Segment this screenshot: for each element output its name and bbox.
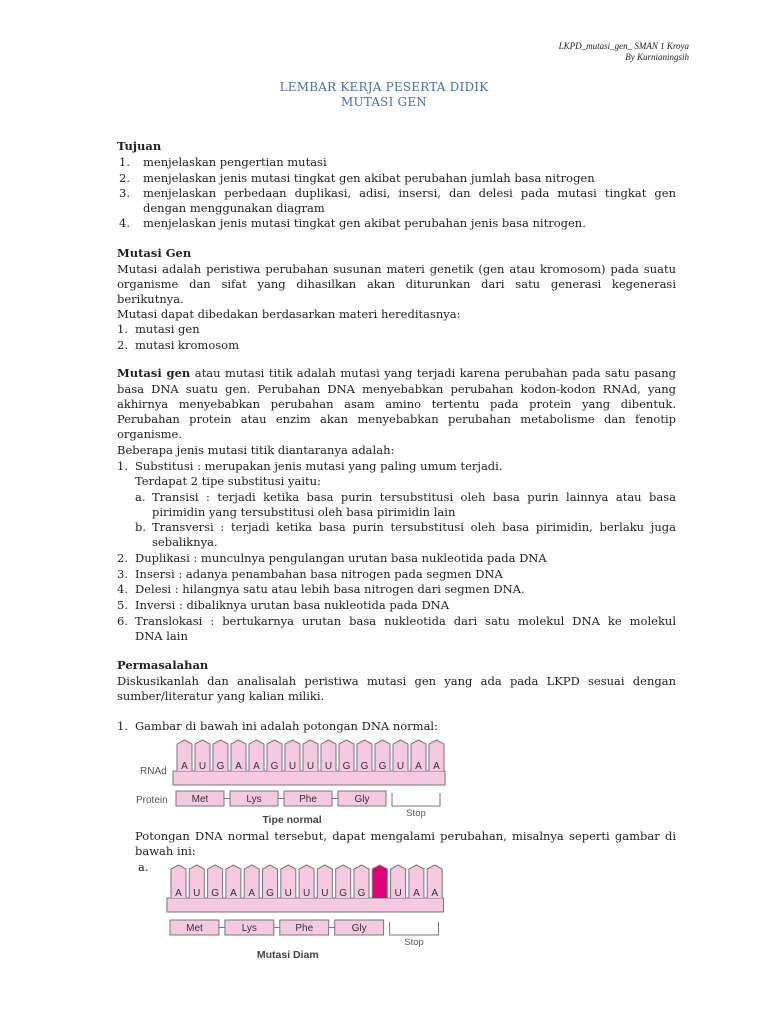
tujuan-text-2: menjelaskan jenis mutasi tingkat gen akibat perubahan jumlah basa nitrogen — [143, 171, 595, 185]
permasalahan-line-2: sumber/literatur yang kalian miliki. — [117, 689, 325, 703]
tujuan-text-3-cont: dengan menggunakan diagram — [143, 201, 325, 215]
titik-item-2: Duplikasi : munculnya pengulangan urutan basa nukleotida pada DNA — [135, 551, 547, 565]
base-label: U — [302, 888, 311, 899]
base-label: A — [181, 761, 188, 772]
base-label: A — [431, 888, 439, 899]
amino-acid-label: Met — [191, 794, 209, 805]
base-label: U — [198, 761, 207, 772]
mutasi-type-num-2: 2. — [117, 338, 128, 352]
stop-bracket — [390, 922, 439, 935]
amino-acid-label: Gly — [354, 794, 370, 805]
after-figure-line-1: Potongan DNA normal tersebut, dapat mengalami perubahan, misalnya seperti gambar di — [135, 829, 676, 843]
mutasi-type-num-1: 1. — [117, 322, 128, 336]
base-label: G — [270, 761, 279, 772]
base-label: U — [394, 888, 402, 899]
titik-para-line-4: Perubahan protein atau enzim akan menyebabkan perubahan metabolisme dan fenotip — [117, 412, 676, 426]
base-label: U — [284, 888, 292, 899]
amino-acid-label: Phe — [299, 794, 317, 805]
titik-num-2: 2. — [117, 551, 128, 565]
base-label: A — [413, 888, 420, 899]
titik-num-4: 4. — [117, 582, 128, 596]
titik-line-1-rest: atau mutasi titik adalah mutasi yang terjadi karena perubahan pada satu pasang — [190, 366, 677, 380]
base-label: G — [211, 888, 219, 899]
tujuan-text-1: menjelaskan pengertian mutasi — [143, 155, 327, 169]
amino-acid-label: Phe — [295, 923, 314, 934]
rna-backbone — [167, 898, 444, 912]
base-label: G — [266, 888, 274, 899]
section-heading-mutasi-gen: Mutasi Gen — [117, 246, 192, 260]
titik-para-line-5: organisme. — [117, 427, 182, 441]
base-label: U — [288, 761, 297, 772]
base-label: U — [306, 761, 315, 772]
titik-item-b-cont: sebaliknya. — [152, 535, 218, 549]
amino-acid-label: Lys — [241, 923, 257, 934]
amino-acid-label: Gly — [351, 923, 367, 934]
titik-item-6: Translokasi : bertukarnya urutan basa nukleotida dari satu molekul DNA ke molekul — [135, 614, 676, 628]
base-label: A — [433, 761, 440, 772]
normal-rna-diagram — [134, 735, 454, 827]
titik-intro: Beberapa jenis mutasi titik diantaranya adalah: — [117, 443, 395, 457]
tujuan-num-2: 2. — [119, 171, 130, 185]
question-1-num: 1. — [117, 719, 128, 733]
amino-acid-label: Met — [186, 923, 203, 934]
base-label: U — [324, 761, 333, 772]
titik-num-1: 1. — [117, 459, 128, 473]
mutasi-para-line-2: organisme dan sifat yang dihasilkan akan diturunkan dari satu generasi kegenerasi — [117, 277, 676, 291]
title-line-1: LEMBAR KERJA PESERTA DIDIK — [279, 80, 489, 94]
base-label: A — [248, 888, 256, 899]
sub-item-a: a. — [138, 860, 149, 874]
stop-bracket — [392, 793, 440, 806]
tujuan-text-3: menjelaskan perbedaan duplikasi, adisi, insersi, dan delesi pada mutasi tingkat gen — [143, 186, 676, 200]
titik-num-b: b. — [135, 520, 147, 534]
titik-num-3: 3. — [117, 567, 128, 581]
tujuan-num-1: 1. — [119, 155, 130, 169]
section-heading-tujuan: Tujuan — [117, 139, 162, 153]
rna-backbone — [173, 771, 445, 785]
base-label: G — [216, 761, 225, 772]
titik-item-4: Delesi : hilangnya satu atau lebih basa nitrogen dari segmen DNA. — [135, 582, 525, 596]
question-1-text: Gambar di bawah ini adalah potongan DNA normal: — [135, 719, 438, 733]
mutated-rna-diagram — [160, 858, 450, 961]
titik-num-5: 5. — [117, 598, 128, 612]
base-label: G — [342, 761, 351, 772]
titik-item-6-cont: DNA lain — [135, 629, 188, 643]
tujuan-num-4: 4. — [119, 216, 130, 230]
rnad-label: RNAd — [140, 766, 167, 777]
base-label: G — [339, 888, 348, 899]
mutasi-type-1: mutasi gen — [135, 322, 200, 336]
titik-item-1-sub: Terdapat 2 tipe substitusi yaitu: — [135, 474, 321, 488]
titik-item-5: Inversi : dibaliknya urutan basa nukleotida pada DNA — [135, 598, 450, 612]
title-line-2: MUTASI GEN — [340, 95, 428, 109]
base-label: G — [360, 761, 369, 772]
amino-acid-label: Lys — [246, 794, 262, 805]
page-title — [0, 80, 768, 110]
after-figure-line-2: bawah ini: — [135, 844, 196, 858]
titik-para-line-1 — [117, 366, 676, 382]
mutasi-intro: Mutasi dapat dibedakan berdasarkan materi hereditasnya: — [117, 307, 461, 321]
base-label: A — [175, 888, 182, 899]
titik-item-1: Substitusi : merupakan jenis mutasi yang paling umum terjadi. — [135, 459, 503, 473]
base-label: U — [321, 888, 329, 899]
section-heading-permasalahan: Permasalahan — [117, 658, 209, 672]
header-filename: LKPD_mutasi_gen_ SMAN 1 Kroya — [558, 41, 689, 51]
diagram-caption: Tipe normal — [262, 814, 322, 826]
base-label: U — [396, 761, 405, 772]
diagram-caption: Mutasi Diam — [256, 949, 319, 961]
base-label: A — [415, 761, 422, 772]
mutated-base — [372, 865, 387, 898]
titik-bold-lead: Mutasi gen — [117, 366, 191, 380]
stop-label: Stop — [404, 937, 424, 948]
base-label: A — [230, 888, 237, 899]
mutasi-para-line-1: Mutasi adalah peristiwa perubahan susunan materi genetik (gen atau kromosom) pada suatu — [117, 262, 676, 276]
tujuan-num-3: 3. — [119, 186, 130, 200]
permasalahan-line-1: Diskusikanlah dan analisalah peristiwa mutasi gen yang ada pada LKPD sesuai dengan — [117, 674, 676, 688]
mutasi-para-line-3: berikutnya. — [117, 292, 184, 306]
titik-item-a: Transisi : terjadi ketika basa purin tersubstitusi oleh basa purin lainnya atau basa — [152, 490, 676, 504]
titik-item-a-cont: pirimidin yang tersubstitusi oleh basa pirimidin lain — [152, 505, 456, 519]
base-label: U — [193, 888, 201, 899]
base-label: A — [235, 761, 242, 772]
header-author: By Kurnianingsih — [625, 52, 689, 62]
titik-para-line-2: basa DNA suatu gen. Perubahan DNA menyebabkan perubahan kodon-kodon RNAd, yang — [117, 382, 676, 396]
document-header — [559, 41, 689, 63]
base-label: A — [253, 761, 260, 772]
titik-num-6: 6. — [117, 614, 128, 628]
protein-label: Protein — [136, 795, 168, 806]
base-label: G — [378, 761, 387, 772]
mutasi-type-2: mutasi kromosom — [135, 338, 239, 352]
titik-item-b: Transversi : terjadi ketika basa purin tersubstitusi oleh basa pirimidin, berlaku juga — [152, 520, 676, 534]
tujuan-text-4: menjelaskan jenis mutasi tingkat gen akibat perubahan jenis basa nitrogen. — [143, 216, 586, 230]
titik-item-3: Insersi : adanya penambahan basa nitrogen pada segmen DNA — [135, 567, 503, 581]
titik-num-a: a. — [135, 490, 146, 504]
base-label: G — [357, 888, 366, 899]
titik-para-line-3: akhirnya menyebabkan perubahan asam amino tertentu pada protein yang dibentuk. — [117, 397, 676, 411]
stop-label: Stop — [406, 808, 426, 819]
